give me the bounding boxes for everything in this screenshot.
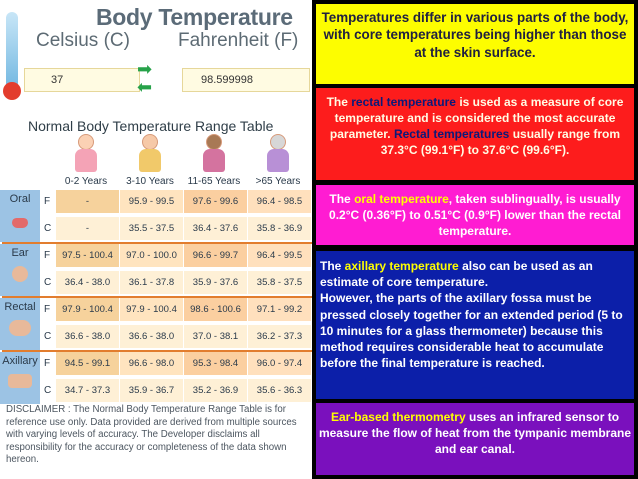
swap-arrows-icon[interactable]: ➡ ⬅ bbox=[137, 59, 153, 97]
table-cell: 96.6 - 99.7 bbox=[184, 244, 247, 267]
age-label: 11-65 Years bbox=[187, 176, 241, 187]
thermometer-icon bbox=[6, 12, 18, 92]
note-text: The bbox=[326, 95, 352, 109]
child-icon bbox=[137, 134, 163, 174]
table-row bbox=[2, 296, 310, 322]
table-row bbox=[2, 242, 310, 268]
highlight-axillary-temperature: axillary temperature bbox=[344, 259, 459, 273]
notes-panel bbox=[312, 0, 638, 479]
table-row bbox=[2, 323, 310, 349]
highlight-rectal-temperature: rectal temperature bbox=[351, 95, 456, 109]
table-cell: 35.9 - 36.7 bbox=[120, 379, 183, 402]
unit-letter: C bbox=[44, 331, 52, 342]
unit-letter: C bbox=[44, 385, 52, 396]
note-core-temperature: Temperatures differ in various parts of the body, with core temperatures being higher than those at the skin surface. bbox=[316, 4, 634, 84]
table-cell: 36.4 - 37.6 bbox=[184, 217, 247, 240]
table-row bbox=[2, 350, 310, 376]
note-rectal bbox=[316, 88, 634, 180]
unit-letter: C bbox=[44, 223, 52, 234]
table-cell: 97.9 - 100.4 bbox=[56, 298, 119, 321]
age-label: >65 Years bbox=[255, 176, 301, 187]
table-cell: 35.6 - 36.3 bbox=[248, 379, 311, 402]
site-label: Ear bbox=[11, 247, 29, 259]
unit-letter: F bbox=[44, 304, 51, 315]
table-cell: 36.2 - 37.3 bbox=[248, 325, 311, 348]
celsius-input[interactable]: 37 bbox=[24, 68, 140, 92]
note-text: However, the parts of the axillary fossa must be pressed closely together for an extended period (5 to 10 minutes for a glass thermometer) because this method requires considerable heat to accumulate before the final temperature is reached. bbox=[320, 291, 623, 371]
table-cell: 35.5 - 37.5 bbox=[120, 217, 183, 240]
age-label: 0-2 Years bbox=[64, 176, 108, 187]
table-cell: 97.6 - 99.6 bbox=[184, 190, 247, 213]
table-cell: 98.6 - 100.6 bbox=[184, 298, 247, 321]
table-cell: 35.8 - 36.9 bbox=[248, 217, 311, 240]
unit-letter: F bbox=[44, 358, 51, 369]
table-cell: 36.6 - 38.0 bbox=[56, 325, 119, 348]
table-cell: 35.8 - 37.5 bbox=[248, 271, 311, 294]
table-row bbox=[2, 215, 310, 241]
note-text: The bbox=[320, 259, 345, 273]
table-title: Normal Body Temperature Range Table bbox=[28, 118, 274, 134]
app-title: Body Temperature bbox=[96, 4, 293, 30]
table-cell: 36.1 - 37.8 bbox=[120, 271, 183, 294]
highlight-oral-temperature: oral temperature bbox=[354, 192, 449, 206]
disclaimer-text: DISCLAIMER : The Normal Body Temperature Range Table is for reference use only. Data provided are derived from multiple sources with varying levels of accuracy. The Developer disclaims all responsibility for the accuracy or completeness of the data shown hereon. bbox=[6, 404, 297, 466]
table-cell: 97.5 - 100.4 bbox=[56, 244, 119, 267]
highlight-ear-thermometry: Ear-based thermometry bbox=[330, 410, 466, 424]
note-text: uses an infrared sensor to measure the flow of heat from the tympanic membrane and ear canal. bbox=[318, 410, 632, 456]
celsius-label: Celsius (C) bbox=[36, 30, 130, 51]
age-header-11-65 bbox=[182, 134, 246, 190]
table-cell: 35.9 - 37.6 bbox=[184, 271, 247, 294]
age-label: 3-10 Years bbox=[126, 176, 174, 187]
table-cell: 97.1 - 99.2 bbox=[248, 298, 311, 321]
table-cell: 96.0 - 97.4 bbox=[248, 352, 311, 375]
table-cell: - bbox=[56, 217, 119, 240]
note-oral bbox=[316, 185, 634, 245]
table-cell: 97.0 - 100.0 bbox=[120, 244, 183, 267]
site-label: Oral bbox=[9, 193, 31, 205]
age-header-65-plus bbox=[246, 134, 310, 190]
fahrenheit-input[interactable]: 98.599998 bbox=[182, 68, 310, 92]
table-row bbox=[2, 269, 310, 295]
highlight-rectal-temperatures: Rectal temperatures bbox=[393, 127, 510, 141]
note-text: The bbox=[329, 192, 355, 206]
age-header-3-10 bbox=[118, 134, 182, 190]
table-cell: 36.6 - 38.0 bbox=[120, 325, 183, 348]
table-cell: 96.6 - 98.0 bbox=[120, 352, 183, 375]
table-cell: 97.9 - 100.4 bbox=[120, 298, 183, 321]
table-cell: 95.3 - 98.4 bbox=[184, 352, 247, 375]
table-cell: 94.5 - 99.1 bbox=[56, 352, 119, 375]
note-text: usually range from 37.3°C (99.1°F) to 37.6°C (99.6°F). bbox=[380, 127, 621, 157]
table-cell: 36.4 - 38.0 bbox=[56, 271, 119, 294]
fahrenheit-label: Fahrenheit (F) bbox=[178, 30, 299, 51]
age-header-0-2 bbox=[54, 134, 118, 190]
table-cell: 96.4 - 98.5 bbox=[248, 190, 311, 213]
table-row bbox=[2, 188, 310, 214]
table-cell: 34.7 - 37.3 bbox=[56, 379, 119, 402]
note-text: is used as a measure of core temperature and is considered the most accurate parameter. bbox=[329, 95, 624, 141]
temperature-app-panel bbox=[0, 0, 312, 479]
note-axillary bbox=[316, 251, 634, 399]
table-cell: 95.9 - 99.5 bbox=[120, 190, 183, 213]
elder-icon bbox=[265, 134, 291, 174]
baby-icon bbox=[73, 134, 99, 174]
unit-letter: C bbox=[44, 277, 52, 288]
unit-letter: F bbox=[44, 196, 51, 207]
table-cell: 96.4 - 99.5 bbox=[248, 244, 311, 267]
site-label: Rectal bbox=[4, 301, 36, 313]
unit-letter: F bbox=[44, 250, 51, 261]
note-ear bbox=[316, 403, 634, 475]
site-label: Axillary bbox=[2, 355, 38, 367]
adult-icon bbox=[201, 134, 227, 174]
note-text: , taken sublingually, is usually 0.2°C (0.36°F) to 0.51°C (0.9°F) lower than the rectal temperature. bbox=[329, 192, 621, 238]
table-cell: 37.0 - 38.1 bbox=[184, 325, 247, 348]
table-row bbox=[2, 377, 310, 403]
table-cell: 35.2 - 36.9 bbox=[184, 379, 247, 402]
table-cell: - bbox=[56, 190, 119, 213]
note-text: also can be used as an estimate of core temperature. bbox=[320, 259, 593, 290]
